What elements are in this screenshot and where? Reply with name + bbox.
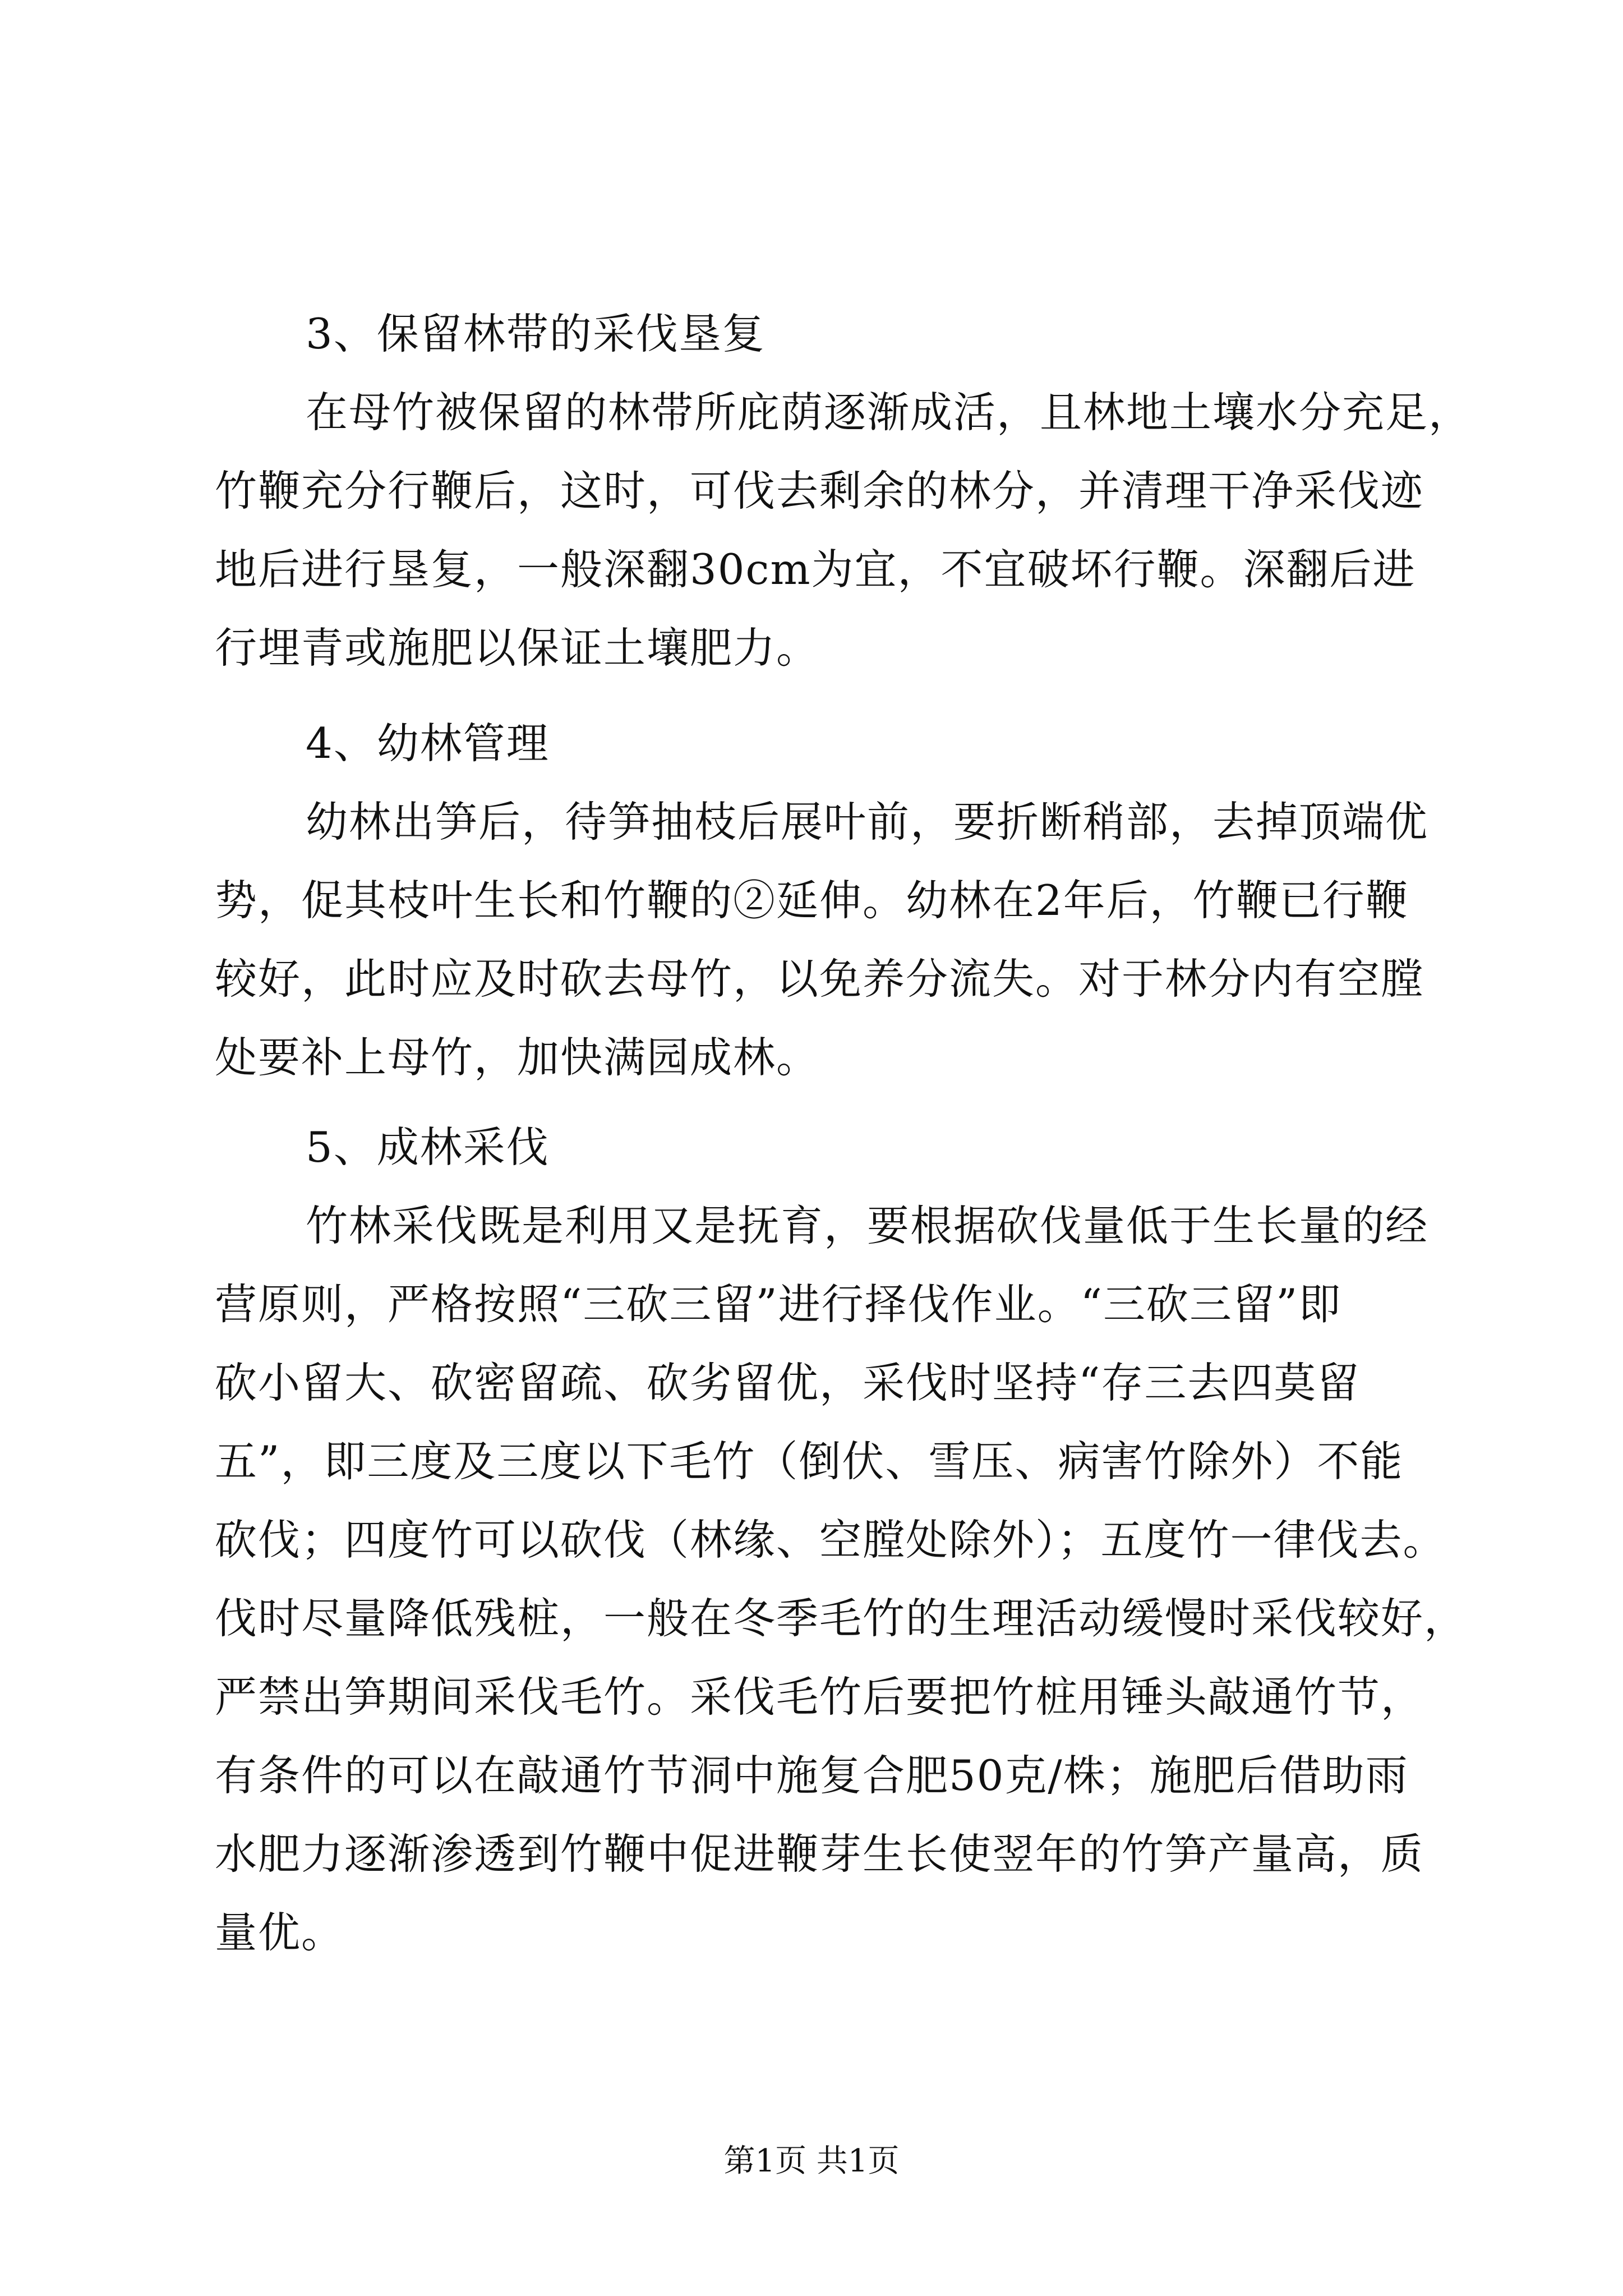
text-line: 五”，即三度及三度以下毛竹（倒伏、雪压、病害竹除外）不能 [215, 1437, 1404, 1486]
text-line: 伐时尽量降低残桩，一般在冬季毛竹的生理活动缓慢时采伐较好， [215, 1594, 1468, 1643]
text-line: 势，促其枝叶生长和竹鞭的②延伸。幼林在2年后，竹鞭已行鞭 [215, 876, 1409, 925]
text-line: 砍小留大、砍密留疏、砍劣留优，采伐时坚持“存三去四莫留 [215, 1358, 1361, 1407]
text-line: 地后进行垦复，一般深翻30cm为宜，不宜破坏行鞭。深翻后进 [215, 545, 1416, 594]
text-line: 有条件的可以在敲通竹节洞中施复合肥50克/株；施肥后借助雨 [215, 1751, 1409, 1800]
text-line: 在母竹被保留的林带所庇荫逐渐成活，且林地土壤水分充足， [306, 388, 1472, 437]
section-heading-4: 4、幼林管理 [306, 719, 550, 768]
text-line: 较好，此时应及时砍去母竹，以免养分流失。对于林分内有空膛 [215, 954, 1424, 1004]
section-heading-3: 3、保留林带的采伐垦复 [306, 309, 766, 358]
text-line: 营原则，严格按照“三砍三留”进行择伐作业。“三砍三留”即 [215, 1280, 1342, 1329]
text-line: 严禁出笋期间采伐毛竹。采伐毛竹后要把竹桩用锤头敲通竹节， [215, 1672, 1424, 1722]
text-line: 量优。 [215, 1908, 345, 1957]
text-line: 幼林出笋后，待笋抽枝后展叶前，要折断稍部，去掉顶端优 [306, 797, 1429, 846]
text-line: 水肥力逐渐渗透到竹鞭中促进鞭芽生长使翌年的竹笋产量高，质 [215, 1829, 1424, 1879]
text-line: 竹鞭充分行鞭后，这时，可伐去剩余的林分，并清理干净采伐迹 [215, 466, 1424, 516]
text-line: 砍伐；四度竹可以砍伐（林缘、空膛处除外）；五度竹一律伐去。 [215, 1515, 1446, 1565]
text-line: 处要补上母竹，加快满园成林。 [215, 1033, 820, 1082]
page-number-footer: 第1页 共1页 [723, 2143, 900, 2179]
section-heading-5: 5、成林采伐 [306, 1122, 550, 1172]
text-line: 竹林采伐既是利用又是抚育，要根据砍伐量低于生长量的经 [306, 1201, 1429, 1250]
text-line: 行埋青或施肥以保证土壤肥力。 [215, 623, 820, 673]
